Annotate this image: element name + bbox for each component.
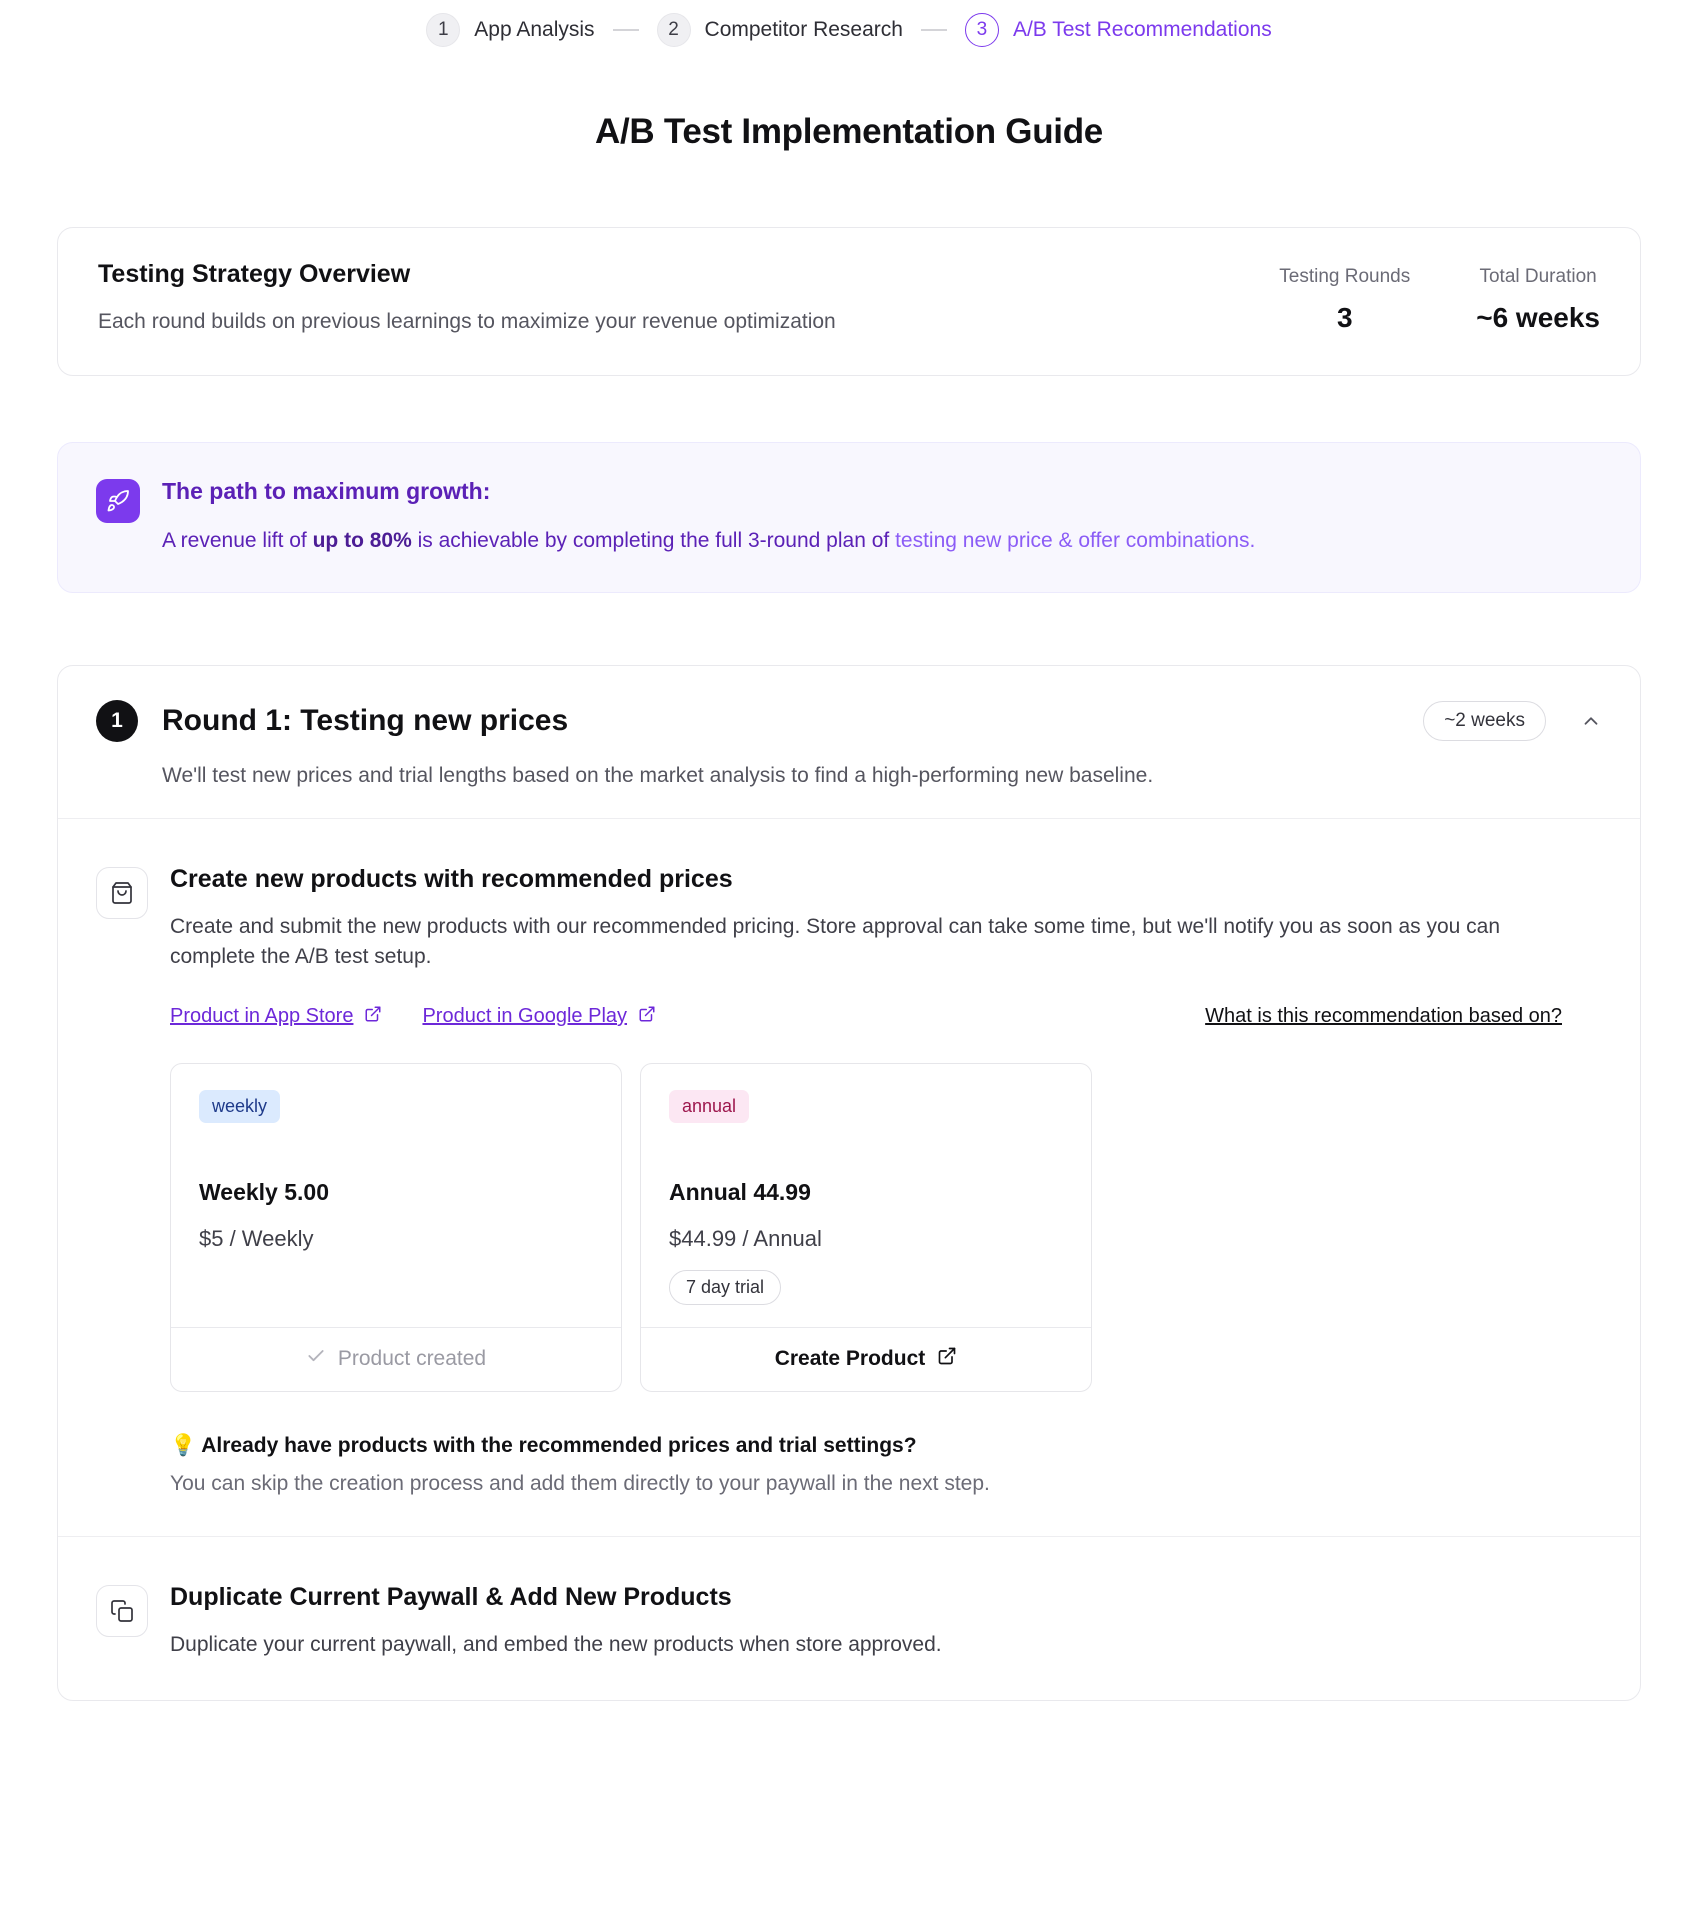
- task-create-products: [58, 819, 1640, 1537]
- product-price: $44.99 / Annual: [669, 1225, 822, 1251]
- product-card-annual: [640, 1063, 1092, 1392]
- round-header[interactable]: [58, 666, 1640, 819]
- stepper-step-app-analysis[interactable]: [426, 13, 594, 47]
- stepper-step-ab-test-recommendations[interactable]: [965, 13, 1272, 47]
- shopping-bag-icon: [96, 867, 148, 919]
- growth-body-mid: is achievable by completing the full 3-round plan of: [411, 529, 896, 553]
- link-label: Product in Google Play: [422, 1005, 628, 1028]
- link-product-google-play[interactable]: [422, 1005, 656, 1029]
- stat-value: 3: [1336, 302, 1353, 333]
- product-created-label: Product created: [337, 1347, 487, 1371]
- tip-heading: [170, 1434, 1602, 1458]
- product-name: Annual 44.99: [669, 1178, 811, 1205]
- recommendation-basis-link[interactable]: What is this recommendation based on?: [1205, 1005, 1562, 1028]
- product-card-body: [171, 1064, 621, 1327]
- product-cards-row: [170, 1063, 1602, 1392]
- task-title: Duplicate Current Paywall & Add New Products: [170, 1582, 732, 1611]
- testing-strategy-overview-card: [57, 227, 1641, 376]
- product-trial-pill: 7 day trial: [669, 1270, 781, 1305]
- external-link-icon: [937, 1346, 957, 1372]
- page-content: [57, 227, 1641, 1741]
- product-tag: weekly: [199, 1090, 280, 1123]
- copy-icon: [96, 1585, 148, 1637]
- growth-body-prefix: A revenue lift of: [162, 529, 313, 553]
- product-price: $5 / Weekly: [199, 1225, 314, 1251]
- tip-heading-text: Already have products with the recommended prices and trial settings?: [201, 1433, 917, 1457]
- link-product-app-store[interactable]: [170, 1005, 382, 1029]
- growth-body-highlight: up to 80%: [312, 529, 412, 553]
- create-product-label: Create Product: [774, 1347, 926, 1371]
- stat-label: Total Duration: [1479, 266, 1597, 287]
- growth-heading: The path to maximum growth:: [162, 478, 491, 505]
- round-title: Round 1: Testing new prices: [162, 703, 569, 737]
- bottom-spacer: [57, 1701, 1641, 1741]
- rocket-icon: [96, 479, 140, 523]
- stepper-step-label: Competitor Research: [704, 18, 903, 41]
- stat-value: ~6 weeks: [1476, 302, 1600, 333]
- stat-label: Testing Rounds: [1279, 266, 1411, 287]
- stepper-step-number: 2: [657, 13, 691, 47]
- stepper-separator: [613, 29, 639, 31]
- product-tag: annual: [669, 1090, 749, 1123]
- store-links-row: [170, 1005, 1602, 1029]
- overview-subtitle: Each round builds on previous learnings to maximize your revenue optimization: [98, 310, 836, 333]
- product-card-body: [641, 1064, 1091, 1327]
- round-duration-pill: ~2 weeks: [1423, 701, 1546, 741]
- create-product-button[interactable]: [641, 1327, 1091, 1391]
- round-header-row: [96, 700, 1602, 742]
- check-icon: [306, 1346, 326, 1372]
- stepper-step-number: 3: [965, 13, 999, 47]
- round-description: We'll test new prices and trial lengths based on the market analysis to find a high-performing new baseline.: [162, 763, 1154, 787]
- task-create-products-body: [170, 865, 1602, 1496]
- stepper-step-label: App Analysis: [474, 18, 595, 41]
- link-label: Product in App Store: [170, 1005, 354, 1028]
- task-description: Create and submit the new products with our recommended pricing. Store approval can take some time, but we'll notify you as soon as you can complete the A/B test setup.: [170, 914, 1501, 969]
- round-number-badge: 1: [96, 700, 138, 742]
- progress-stepper: [0, 0, 1698, 52]
- task-duplicate-paywall: [58, 1537, 1640, 1700]
- stepper-step-competitor-research[interactable]: [657, 13, 903, 47]
- product-card-footer-created: [171, 1327, 621, 1391]
- overview-text-block: [98, 260, 836, 337]
- stepper-step-label: A/B Test Recommendations: [1012, 18, 1272, 41]
- lightbulb-icon: 💡: [170, 1433, 197, 1457]
- external-link-icon: [364, 1005, 382, 1029]
- external-link-icon: [638, 1005, 656, 1029]
- stat-testing-rounds: [1279, 266, 1410, 334]
- tip-block: [170, 1434, 1602, 1496]
- tip-body: You can skip the creation process and add them directly to your paywall in the next step.: [170, 1471, 990, 1495]
- overview-title: Testing Strategy Overview: [98, 260, 411, 288]
- stepper-separator: [921, 29, 947, 31]
- stepper-step-number: 1: [426, 13, 460, 47]
- round-header-right: [1423, 701, 1602, 741]
- growth-text-block: [162, 477, 1255, 555]
- page-title: A/B Test Implementation Guide: [595, 112, 1103, 151]
- task-title: Create new products with recommended prices: [170, 864, 733, 893]
- task-description: Duplicate your current paywall, and embed the new products when store approved.: [170, 1632, 942, 1656]
- stat-total-duration: [1476, 266, 1600, 334]
- chevron-up-icon[interactable]: [1580, 710, 1602, 732]
- task-duplicate-paywall-body: [170, 1583, 1602, 1660]
- round-1-card: [57, 665, 1641, 1701]
- product-name: Weekly 5.00: [199, 1178, 330, 1205]
- product-card-weekly: [170, 1063, 622, 1392]
- overview-stats: [1279, 260, 1600, 334]
- growth-body-muted: testing new price & offer combinations.: [895, 529, 1256, 553]
- growth-callout-banner: [57, 442, 1641, 592]
- growth-body: [162, 527, 1255, 555]
